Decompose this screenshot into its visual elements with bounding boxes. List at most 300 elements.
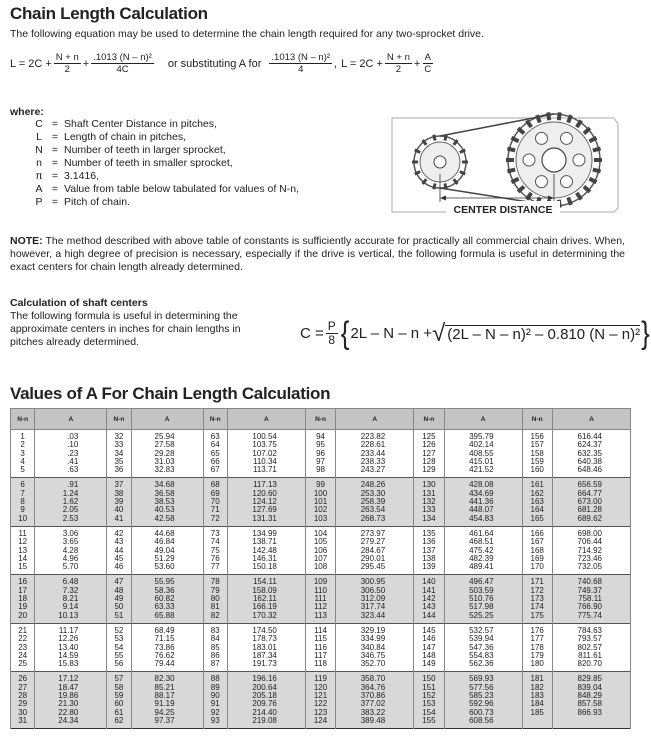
a-value-cell: [35, 575, 107, 623]
n-value: 160: [530, 465, 544, 475]
n-minus-n-cell: [305, 672, 335, 729]
definition-item: [32, 170, 299, 183]
n-value: 111: [314, 594, 327, 604]
a-value: 510.76: [469, 594, 494, 604]
square-root-icon: √: [432, 319, 446, 347]
a-value: 8.21: [62, 594, 79, 604]
a-value: 268.73: [360, 513, 386, 523]
a-value: 383.22: [360, 707, 386, 717]
n-value: 59: [114, 691, 124, 701]
n-value: 65: [210, 448, 220, 458]
n-value: 52: [114, 625, 124, 635]
a-value: 238.33: [360, 456, 386, 466]
n-value: 13: [18, 545, 28, 555]
n-minus-n-cell: [107, 430, 131, 478]
n-value: 164: [530, 505, 544, 515]
a-value: 329.19: [360, 625, 386, 635]
a-value: 775.74: [577, 610, 602, 620]
n-minus-n-cell: [203, 478, 227, 526]
a-value: 839.04: [577, 682, 602, 692]
n-value: 5: [20, 465, 25, 475]
n-value: 42: [114, 528, 124, 538]
a-value-cell: [227, 575, 305, 623]
a-value: 279.27: [360, 537, 386, 547]
n-value: 82: [210, 610, 220, 620]
n-value: 135: [422, 528, 436, 538]
n-value: 110: [314, 585, 327, 595]
n-value: 53: [114, 634, 124, 644]
n-value: 32: [114, 432, 124, 441]
n-value: 47: [114, 577, 124, 587]
a-value: 120.60: [252, 488, 277, 498]
n-minus-n-cell: [11, 526, 35, 574]
n-value: 23: [18, 642, 28, 652]
a-value: 334.99: [360, 634, 386, 644]
n-value: 183: [530, 691, 544, 701]
n-value: 147: [422, 642, 436, 652]
n-value: 173: [530, 594, 544, 604]
a-value: 3.06: [62, 528, 79, 538]
n-value: 77: [210, 562, 220, 572]
n-value: 34: [114, 448, 124, 458]
a-value: 127.69: [252, 505, 277, 515]
a-value: 49.04: [154, 545, 175, 555]
a-value: 38.53: [154, 497, 175, 507]
n-value: 94: [316, 432, 325, 441]
a-value: 698.00: [577, 528, 602, 538]
n-value: 136: [422, 537, 436, 547]
column-header: N-n: [522, 409, 552, 430]
definition-eq: =: [51, 157, 59, 169]
a-value: 31.03: [154, 456, 175, 466]
n-minus-n-cell: [522, 430, 552, 478]
a-value: .10: [67, 440, 79, 450]
n-minus-n-cell: [522, 672, 552, 729]
n-value: 90: [210, 691, 220, 701]
a-value-cell: [444, 575, 522, 623]
a-value: 689.62: [577, 513, 602, 523]
a-value-cell: [35, 430, 107, 478]
fraction-constant-4c: $\frac{\text{.1013 (N – n)²}}{4C}$: [93, 52, 152, 75]
a-value: 562.36: [469, 659, 494, 669]
n-value: 56: [114, 659, 124, 669]
n-value: 98: [316, 465, 325, 475]
a-value: 1.62: [62, 497, 79, 507]
n-value: 81: [210, 602, 220, 612]
n-value: 76: [210, 553, 220, 563]
a-value: 53.60: [154, 562, 175, 572]
n-minus-n-cell: [305, 526, 335, 574]
n-value: 124: [313, 715, 328, 725]
n-value: 17: [18, 585, 28, 595]
n-value: 177: [530, 634, 544, 644]
a-value: 5.70: [62, 562, 79, 572]
n-value: 41: [114, 513, 124, 523]
n-value: 125: [422, 432, 436, 441]
a-value: .91: [67, 480, 79, 490]
a-value: 317.74: [360, 602, 386, 612]
n-value: 70: [210, 497, 220, 507]
center-distance-label: CENTER DISTANCE: [453, 204, 553, 216]
n-value: 84: [210, 634, 220, 644]
n-value: 49: [114, 594, 124, 604]
n-value: 181: [530, 674, 544, 684]
n-value: 88: [210, 674, 220, 684]
n-minus-n-cell: [305, 623, 335, 671]
a-value: 36.58: [154, 488, 175, 498]
n-value: 133: [422, 505, 436, 515]
a-value: 532.57: [469, 625, 494, 635]
a-value-cell: [444, 478, 522, 526]
a-value: 577.56: [469, 682, 494, 692]
n-value: 161: [530, 480, 544, 490]
n-value: 101: [313, 497, 328, 507]
a-value-cell: [131, 430, 203, 478]
n-minus-n-cell: [522, 623, 552, 671]
n-value: 62: [114, 715, 124, 725]
n-value: 157: [530, 440, 544, 450]
definition-desc: Value from table below tabulated for values of N-n,: [64, 183, 300, 195]
a-value: 68.49: [154, 625, 175, 635]
a-value-cell: [35, 672, 107, 729]
n-minus-n-cell: [107, 526, 131, 574]
a-value: 223.82: [360, 432, 386, 441]
a-value: 461.64: [469, 528, 494, 538]
a-value-cell: [336, 672, 414, 729]
n-value: 58: [114, 682, 124, 692]
a-value: 3.65: [62, 537, 79, 547]
a-value-cell: [131, 526, 203, 574]
a-value: 258.39: [360, 497, 386, 507]
a-value: 448.07: [469, 505, 494, 515]
a-value-cell: [227, 478, 305, 526]
a-value-cell: [336, 526, 414, 574]
n-value: 39: [114, 497, 124, 507]
n-value: 151: [422, 682, 436, 692]
a-value: 408.55: [469, 448, 494, 458]
a-value: 6.48: [62, 577, 79, 587]
n-value: 142: [422, 594, 436, 604]
a-value: 648.46: [577, 465, 602, 475]
a-value: 273.97: [360, 528, 386, 538]
note-text: The method described with above table of constants is sufficiently accurate for practically all commercial chain drives. When, however, a high degree of precision is necessary, especially if the drive is vertical, the following formula is useful in determining the exact centers for chain length already determined.: [10, 235, 625, 273]
n-value: 72: [210, 513, 220, 523]
a-value: 364.76: [360, 682, 386, 692]
a-value: 94.25: [154, 707, 175, 717]
a-value: 489.41: [469, 562, 494, 572]
a-value: 76.62: [154, 650, 175, 660]
definition-item: [32, 157, 299, 170]
definition-eq: =: [51, 131, 59, 143]
a-value: 44.68: [154, 528, 175, 538]
a-value: 323.44: [360, 610, 386, 620]
n-value: 141: [422, 585, 436, 595]
formula-substitution-text: or substituting A for: [167, 57, 262, 70]
intro-text: The following equation may be used to determine the chain length required for any two-sprocket drive.: [10, 28, 484, 40]
a-value-cell: [131, 672, 203, 729]
definition-sym: L: [36, 131, 42, 143]
n-value: 126: [422, 440, 436, 450]
column-header: N-n: [203, 409, 227, 430]
column-header: A: [444, 409, 522, 430]
n-value: 185: [530, 707, 544, 717]
definition-sym: P: [35, 196, 43, 208]
column-header: A: [336, 409, 414, 430]
n-value: 3: [20, 448, 25, 458]
a-value: 14.59: [58, 650, 79, 660]
n-value: 130: [422, 480, 436, 490]
a-value: 11.17: [58, 625, 79, 635]
a-value: .23: [67, 448, 79, 458]
n-value: 50: [114, 602, 124, 612]
n-value: 112: [314, 602, 327, 612]
a-value: 585.23: [469, 691, 494, 701]
a-value: 312.09: [360, 594, 386, 604]
a-value: 616.44: [577, 432, 602, 441]
n-value: 170: [530, 562, 544, 572]
a-value-cell: [35, 478, 107, 526]
a-value: 547.36: [469, 642, 494, 652]
n-value: 61: [114, 707, 124, 717]
definition-sym: N: [35, 144, 43, 156]
a-value-cell: [444, 526, 522, 574]
n-value: 109: [313, 577, 328, 587]
n-value: 115: [314, 634, 327, 644]
definition-desc: Pitch of chain.: [64, 196, 130, 208]
n-value: 169: [530, 553, 544, 563]
n-value: 137: [422, 545, 436, 555]
n-value: 165: [530, 513, 544, 523]
a-value: 503.59: [469, 585, 494, 595]
n-value: 7: [20, 488, 25, 498]
a-value-cell: [131, 623, 203, 671]
a-value: 178.73: [252, 634, 277, 644]
a-value: 421.52: [469, 465, 494, 475]
n-value: 54: [114, 642, 124, 652]
n-minus-n-cell: [11, 478, 35, 526]
table-row-group: [11, 623, 631, 671]
n-value: 106: [313, 545, 328, 555]
n-minus-n-cell: [305, 575, 335, 623]
a-value: 802.57: [577, 642, 602, 652]
n-value: 33: [114, 440, 124, 450]
n-minus-n-cell: [414, 575, 444, 623]
definition-sym: A: [35, 183, 43, 195]
a-value: 170.32: [252, 610, 277, 620]
n-value: 43: [114, 537, 124, 547]
a-value: 19.86: [58, 691, 79, 701]
n-value: 108: [313, 562, 328, 572]
a-value: 146.31: [252, 553, 277, 563]
a-value-cell: [552, 478, 630, 526]
a-value: 377.02: [360, 699, 386, 709]
n-value: 21: [18, 625, 28, 635]
a-value: 681.28: [577, 505, 602, 515]
n-value: 46: [114, 562, 124, 572]
a-value: 290.01: [360, 553, 386, 563]
n-minus-n-cell: [107, 623, 131, 671]
n-value: 15: [18, 562, 28, 572]
a-value: 441.36: [469, 497, 494, 507]
a-value: 73.86: [154, 642, 175, 652]
n-value: 89: [210, 682, 220, 692]
n-value: 19: [18, 602, 28, 612]
a-value-cell: [552, 430, 630, 478]
fraction-n-plus-n-2: $\frac{N + n}{2}$: [386, 52, 410, 75]
fraction-a-over-c: $\frac{A}{C}$: [424, 52, 432, 75]
a-value: 1.24: [62, 488, 79, 498]
a-value: 673.00: [577, 497, 602, 507]
table-row-group: [11, 575, 631, 623]
n-minus-n-cell: [414, 430, 444, 478]
calc-heading: Calculation of shaft centers: [10, 297, 148, 309]
n-value: 22: [18, 634, 28, 644]
a-value-cell: [444, 623, 522, 671]
a-value: 664.77: [577, 488, 602, 498]
a-value: .63: [67, 465, 79, 475]
n-value: 55: [114, 650, 124, 660]
definition-item: [32, 196, 299, 209]
n-value: 9: [20, 505, 25, 515]
table-row-group: [11, 672, 631, 729]
a-value: 55.95: [154, 577, 175, 587]
a-value-cell: [552, 623, 630, 671]
a-value: 848.29: [577, 691, 602, 701]
a-value-cell: [227, 430, 305, 478]
a-value: 219.08: [252, 715, 277, 725]
table-row-group: [11, 526, 631, 574]
a-value: 17.12: [58, 674, 79, 684]
a-value: 46.84: [154, 537, 175, 547]
definition-desc: 3.1416,: [64, 170, 100, 182]
a-value: 517.98: [469, 602, 494, 612]
n-value: 48: [114, 585, 124, 595]
a-value: 468.51: [469, 537, 494, 547]
a-value-cell: [552, 575, 630, 623]
n-value: 120: [313, 682, 328, 692]
n-minus-n-cell: [107, 575, 131, 623]
n-value: 117: [314, 650, 327, 660]
n-minus-n-cell: [11, 623, 35, 671]
a-value: 632.35: [577, 448, 602, 458]
n-value: 176: [530, 625, 544, 635]
n-value: [527, 717, 548, 725]
a-value: 107.02: [252, 448, 277, 458]
a-value: 65.88: [154, 610, 175, 620]
n-value: 158: [530, 448, 544, 458]
column-header: A: [227, 409, 305, 430]
n-value: 92: [210, 707, 220, 717]
definition-eq: =: [51, 183, 59, 195]
a-value: 306.50: [360, 585, 386, 595]
a-value: 10.13: [58, 610, 79, 620]
n-value: 97: [316, 456, 325, 466]
n-value: 113: [314, 610, 327, 620]
a-value: 183.01: [252, 642, 277, 652]
column-header: A: [552, 409, 630, 430]
a-value: 154.11: [252, 577, 277, 587]
a-value: 196.16: [252, 674, 277, 684]
n-value: 18: [18, 594, 28, 604]
column-header: N-n: [107, 409, 131, 430]
definition-eq: =: [51, 170, 59, 182]
a-value: 209.76: [252, 699, 277, 709]
a-value: 82.30: [154, 674, 175, 684]
n-value: 63: [210, 432, 220, 441]
n-minus-n-cell: [414, 478, 444, 526]
n-value: 172: [530, 585, 544, 595]
a-value: 766.90: [577, 602, 602, 612]
definition-eq: =: [51, 144, 59, 156]
a-value: 200.64: [252, 682, 277, 692]
a-value: 138.71: [252, 537, 277, 547]
a-value-cell: [35, 526, 107, 574]
a-value: 113.71: [252, 465, 277, 475]
n-minus-n-cell: [414, 672, 444, 729]
n-value: 122: [313, 699, 328, 709]
n-minus-n-cell: [11, 575, 35, 623]
n-minus-n-cell: [203, 430, 227, 478]
n-value: 148: [422, 650, 436, 660]
a-value: 58.36: [154, 585, 175, 595]
a-value: 525.25: [469, 610, 494, 620]
a-value: 415.01: [469, 456, 494, 466]
table-header-row: [11, 409, 631, 430]
n-value: 102: [313, 505, 328, 515]
a-value: 2.05: [62, 505, 79, 515]
a-value: 134.99: [252, 528, 277, 538]
definition-item: [32, 131, 299, 144]
a-value: 389.48: [360, 715, 386, 725]
a-value: 97.37: [154, 715, 175, 725]
n-value: 134: [422, 513, 436, 523]
where-label: where:: [10, 106, 44, 118]
a-value-cell: [336, 478, 414, 526]
a-value: 233.44: [360, 448, 386, 458]
table-title: Values of A For Chain Length Calculation: [10, 384, 331, 403]
a-value: 12.26: [58, 634, 79, 644]
a-value: 866.93: [577, 707, 602, 717]
n-value: 105: [313, 537, 328, 547]
a-value: 395.79: [469, 432, 494, 441]
n-minus-n-cell: [522, 526, 552, 574]
definition-sym: C: [35, 118, 43, 130]
n-value: 87: [210, 659, 220, 669]
n-value: 27: [18, 682, 28, 692]
a-value-cell: [131, 575, 203, 623]
a-value: 340.84: [360, 642, 386, 652]
a-value: 15.83: [58, 659, 79, 669]
n-value: 168: [530, 545, 544, 555]
n-value: 20: [18, 610, 28, 620]
a-value-cell: [227, 623, 305, 671]
n-value: 163: [530, 497, 544, 507]
n-minus-n-cell: [305, 430, 335, 478]
a-value: 2.53: [62, 513, 79, 523]
n-minus-n-cell: [11, 430, 35, 478]
n-value: 2: [20, 440, 25, 450]
n-value: 73: [210, 528, 220, 538]
a-value: 793.57: [577, 634, 602, 644]
a-value: 85.21: [154, 682, 175, 692]
n-value: 166: [530, 528, 544, 538]
n-value: 116: [314, 642, 327, 652]
n-value: 74: [210, 537, 220, 547]
a-value: 51.29: [154, 553, 175, 563]
n-value: 57: [114, 674, 124, 684]
n-value: 162: [530, 488, 544, 498]
page-title: Chain Length Calculation: [10, 4, 208, 23]
